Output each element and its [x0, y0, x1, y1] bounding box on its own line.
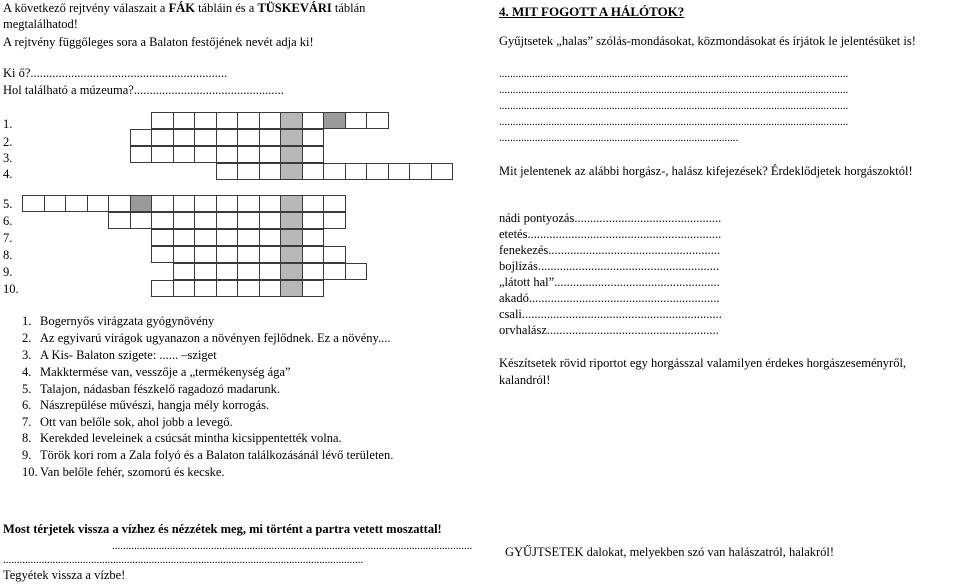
row-number: 1. — [3, 117, 13, 131]
footer-right-task: GYŰJTSETEK dalokat, melyekben szó van halászatról, halakról! — [505, 545, 835, 559]
crossword-cell[interactable] — [22, 195, 45, 212]
row-number: 8. — [3, 248, 13, 262]
row-number: 7. — [3, 231, 13, 245]
crossword-cell[interactable] — [323, 112, 346, 129]
answer-line: ....................................................................................... — [499, 132, 739, 144]
crossword-cell[interactable] — [302, 195, 325, 212]
crossword-cell[interactable] — [237, 129, 260, 146]
crossword-cell[interactable] — [409, 163, 432, 180]
crossword-cell[interactable] — [194, 246, 217, 263]
crossword-cell[interactable] — [194, 263, 217, 280]
crossword-cell[interactable] — [151, 212, 174, 229]
crossword-solution-cell[interactable] — [280, 129, 303, 146]
crossword-cell[interactable] — [237, 246, 260, 263]
clue-text: Nászrepülése művészi, hangja mély korrogás. — [40, 398, 270, 412]
crossword-cell[interactable] — [259, 112, 282, 129]
row-number: 2. — [3, 135, 13, 149]
crossword-cell[interactable] — [237, 280, 260, 297]
crossword-cell[interactable] — [87, 195, 110, 212]
intro-fak: FÁK — [168, 1, 195, 15]
crossword-cell[interactable] — [388, 163, 411, 180]
crossword-cell[interactable] — [259, 263, 282, 280]
crossword-cell[interactable] — [259, 146, 282, 163]
clue-number: 10. — [22, 465, 38, 479]
crossword-cell[interactable] — [302, 263, 325, 280]
crossword-solution-cell[interactable] — [280, 163, 303, 180]
intro-line-1 — [3, 0, 365, 18]
crossword-cell[interactable] — [216, 112, 239, 129]
crossword-solution-cell[interactable] — [280, 212, 303, 229]
clue-text: Az egyivarú virágok ugyanazon a növényen fejlődnek. Ez a növény.... — [40, 331, 391, 345]
clue-item — [22, 430, 342, 447]
task-collect-sayings: Gyűjtsetek „halas” szólás-mondásokat, közmondásokat és írjátok le jelentésüket is! — [499, 34, 916, 48]
crossword-cell[interactable] — [194, 112, 217, 129]
footer-answer-line: ................................................................................................................................... — [112, 540, 473, 552]
crossword-cell[interactable] — [302, 146, 325, 163]
crossword-cell[interactable] — [302, 229, 325, 246]
crossword-cell[interactable] — [194, 212, 217, 229]
crossword-cell[interactable] — [216, 263, 239, 280]
term-item: akadó............................................................. — [499, 291, 720, 305]
crossword-cell[interactable] — [173, 112, 196, 129]
term-item: nádi pontyozás............................................... — [499, 211, 722, 225]
row-number: 10. — [3, 282, 19, 296]
question-who: Ki ő?............................................................... — [3, 66, 228, 80]
crossword-cell[interactable] — [259, 129, 282, 146]
clue-text: Bogernyős virágzata gyógynövény — [40, 314, 215, 328]
crossword-cell[interactable] — [323, 163, 346, 180]
row-number: 9. — [3, 265, 13, 279]
term-item: „látott hal”..................................................... — [499, 275, 720, 289]
clue-item — [22, 313, 214, 330]
crossword-cell[interactable] — [431, 163, 454, 180]
clue-number: 1. — [22, 314, 32, 328]
crossword-cell[interactable] — [44, 195, 67, 212]
crossword-cell[interactable] — [216, 246, 239, 263]
clue-item — [22, 397, 269, 414]
crossword-cell[interactable] — [151, 280, 174, 297]
crossword-cell[interactable] — [216, 163, 239, 180]
answer-line: ............................................................................................................................... — [499, 116, 849, 128]
crossword-cell[interactable] — [216, 129, 239, 146]
row-number: 6. — [3, 214, 13, 228]
crossword-cell[interactable] — [151, 129, 174, 146]
clue-item — [22, 381, 280, 398]
clue-text: Kerekded leveleinek a csúcsát mintha kicsippentették volna. — [40, 431, 342, 445]
crossword-cell[interactable] — [345, 163, 368, 180]
row-number: 3. — [3, 151, 13, 165]
clue-number: 3. — [22, 348, 32, 362]
clue-item — [22, 464, 225, 481]
crossword-cell[interactable] — [151, 195, 174, 212]
crossword-cell[interactable] — [130, 129, 153, 146]
clue-number: 7. — [22, 415, 32, 429]
crossword-solution-cell[interactable] — [280, 146, 303, 163]
term-item: orvhalász....................................................... — [499, 323, 719, 337]
intro-text: tábláin és a — [194, 1, 258, 15]
crossword-cell[interactable] — [151, 112, 174, 129]
crossword-cell[interactable] — [194, 129, 217, 146]
crossword-cell[interactable] — [173, 195, 196, 212]
crossword-cell[interactable] — [259, 246, 282, 263]
crossword-cell[interactable] — [259, 229, 282, 246]
section-title: 4. MIT FOGOTT A HÁLÓTOK? — [499, 4, 685, 19]
crossword-cell[interactable] — [151, 246, 174, 263]
crossword-cell[interactable] — [216, 195, 239, 212]
crossword-cell[interactable] — [302, 212, 325, 229]
crossword-cell[interactable] — [302, 163, 325, 180]
crossword-cell[interactable] — [302, 112, 325, 129]
clue-text: Ott van belőle sok, ahol jobb a levegő. — [40, 415, 233, 429]
crossword-cell[interactable] — [130, 212, 153, 229]
intro-line-3: A rejtvény függőleges sora a Balaton festőjének nevét adja ki! — [3, 35, 314, 49]
crossword-cell[interactable] — [302, 129, 325, 146]
crossword-cell[interactable] — [173, 146, 196, 163]
crossword-solution-cell[interactable] — [280, 195, 303, 212]
clue-text: Török kori rom a Zala folyó és a Balaton találkozásánál lévő területen. — [40, 448, 394, 462]
footer-left-end: Tegyétek vissza a vízbe! — [3, 568, 126, 582]
row-number: 5. — [3, 197, 13, 211]
intro-tuskevari: TÜSKEVÁRI — [257, 1, 332, 15]
crossword-cell[interactable] — [108, 212, 131, 229]
clue-item — [22, 330, 390, 347]
crossword-cell[interactable] — [173, 129, 196, 146]
crossword-cell[interactable] — [302, 280, 325, 297]
crossword-solution-cell[interactable] — [280, 246, 303, 263]
crossword-cell[interactable] — [151, 229, 174, 246]
clue-number: 2. — [22, 331, 32, 345]
crossword-cell[interactable] — [302, 246, 325, 263]
clue-text: Talajon, nádasban fészkelő ragadozó madarunk. — [40, 382, 280, 396]
clue-text: Van belőle fehér, szomorú és kecske. — [40, 465, 225, 479]
crossword-cell[interactable] — [173, 246, 196, 263]
crossword-cell[interactable] — [216, 146, 239, 163]
crossword-cell[interactable] — [323, 246, 346, 263]
crossword-cell[interactable] — [173, 212, 196, 229]
crossword-cell[interactable] — [173, 229, 196, 246]
row-number: 4. — [3, 167, 13, 181]
crossword-cell[interactable] — [65, 195, 88, 212]
crossword-cell[interactable] — [323, 263, 346, 280]
answer-line: ............................................................................................................................... — [499, 84, 849, 96]
clue-item — [22, 364, 291, 381]
crossword-cell[interactable] — [366, 112, 389, 129]
crossword-cell[interactable] — [366, 163, 389, 180]
term-item: fenekezés....................................................... — [499, 243, 721, 257]
term-item: bojlizás.......................................................... — [499, 259, 720, 273]
footer-answer-line: ................................................................................................................................... — [3, 554, 364, 566]
crossword-cell[interactable] — [108, 195, 131, 212]
answer-line: ............................................................................................................................... — [499, 68, 849, 80]
clue-text: Makktermése van, vesszője a „termékenység ága” — [40, 365, 291, 379]
clue-number: 8. — [22, 431, 32, 445]
crossword-solution-cell[interactable] — [280, 229, 303, 246]
clue-item — [22, 414, 233, 431]
crossword-cell[interactable] — [237, 195, 260, 212]
crossword-cell[interactable] — [259, 212, 282, 229]
intro-text: A következő rejtvény válaszait a — [3, 1, 169, 15]
crossword-cell[interactable] — [194, 229, 217, 246]
footer-left-instruction: Most térjetek vissza a vízhez és nézzétek meg, mi történt a partra vetett moszattal! — [3, 522, 442, 536]
clue-number: 5. — [22, 382, 32, 396]
clue-item — [22, 447, 393, 464]
crossword-cell[interactable] — [151, 146, 174, 163]
crossword-cell[interactable] — [323, 195, 346, 212]
crossword-cell[interactable] — [323, 212, 346, 229]
crossword-cell[interactable] — [237, 263, 260, 280]
term-item: etetés.............................................................. — [499, 227, 722, 241]
crossword-cell[interactable] — [130, 195, 153, 212]
clue-item — [22, 347, 217, 364]
crossword-cell[interactable] — [345, 112, 368, 129]
crossword-cell[interactable] — [259, 195, 282, 212]
crossword-cell[interactable] — [259, 280, 282, 297]
crossword-cell[interactable] — [194, 195, 217, 212]
question-museum: Hol található a múzeuma?................................................ — [3, 83, 284, 97]
crossword-cell[interactable] — [130, 146, 153, 163]
clue-number: 6. — [22, 398, 32, 412]
crossword-cell[interactable] — [237, 212, 260, 229]
intro-text: táblán — [331, 1, 366, 15]
crossword-cell[interactable] — [194, 146, 217, 163]
crossword-cell[interactable] — [237, 229, 260, 246]
clue-number: 4. — [22, 365, 32, 379]
clue-text: A Kis- Balaton szigete: ...... –sziget — [40, 348, 217, 362]
crossword-cell[interactable] — [237, 163, 260, 180]
crossword-cell[interactable] — [237, 112, 260, 129]
crossword-cell[interactable] — [216, 280, 239, 297]
intro-line-2: megtalálhatod! — [3, 17, 78, 31]
crossword-cell[interactable] — [237, 146, 260, 163]
crossword-cell[interactable] — [194, 280, 217, 297]
task-interview: Készítsetek rövid riportot egy horgásszal valamilyen érdekes horgászeseményről, kalandról! — [499, 356, 907, 387]
crossword-solution-cell[interactable] — [280, 263, 303, 280]
crossword-cell[interactable] — [345, 263, 368, 280]
crossword-solution-cell[interactable] — [280, 280, 303, 297]
answer-line: ............................................................................................................................... — [499, 100, 849, 112]
crossword-cell[interactable] — [216, 212, 239, 229]
crossword-cell[interactable] — [259, 163, 282, 180]
task-terms: Mit jelentenek az alábbi horgász-, halász kifejezések? Érdeklődjetek horgászoktól! — [499, 164, 913, 178]
crossword-cell[interactable] — [173, 280, 196, 297]
term-item: csali................................................................ — [499, 307, 722, 321]
crossword-cell[interactable] — [173, 263, 196, 280]
crossword-solution-cell[interactable] — [280, 112, 303, 129]
crossword-cell[interactable] — [216, 229, 239, 246]
clue-number: 9. — [22, 448, 32, 462]
